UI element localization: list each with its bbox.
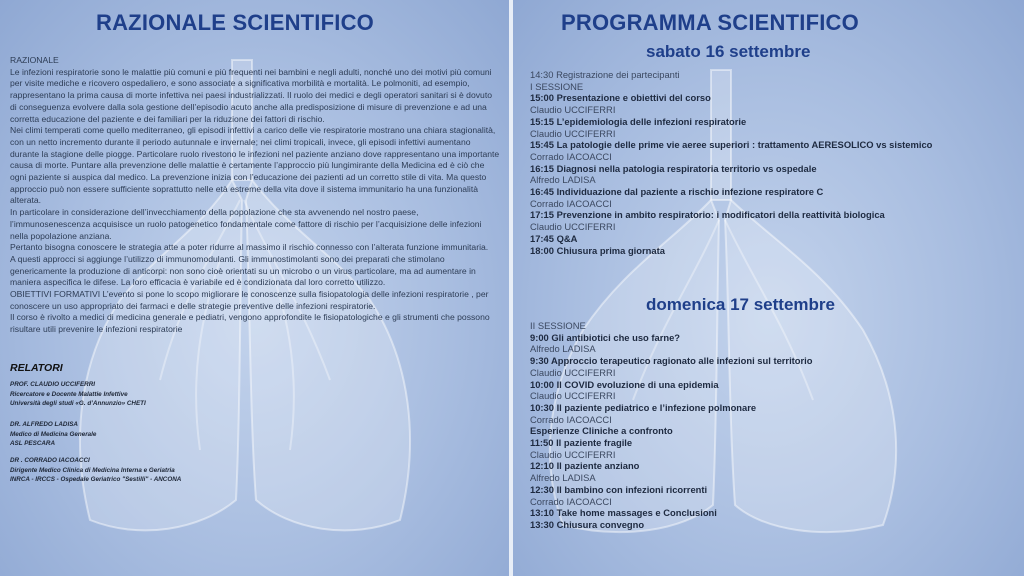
schedule-item: 13:30 Chiusura convegno bbox=[530, 518, 645, 530]
schedule-note: I SESSIONE bbox=[530, 80, 584, 92]
rationale-paragraph: Nei climi temperati come quello mediterraneo, gli episodi infettivi a carico delle vie respiratorie mostrano una chiara stagionalità, con un netto incremento durante il periodo autunnale e invernale; nei climi tropicali, invece, gli episodi infettivi aumentano durante la stagione delle piogge. Particolare ruolo rivestono le infezioni nel paziente anziano dove rappresentano una importante causa di morte. Puntare alla prevenzione delle malattie è certamente l’approccio più lungimirante della Medicina ed è ciò che ogni paziente si auspica dal medico. La prevenzione inizia con l’educazione dei pazienti ad un corretto stile di vita. Ma questo approccio può non essere sufficiente soprattutto nelle età estreme della vita dove il sistema immunitario ha una funzionalità alterata. bbox=[10, 125, 500, 206]
schedule-item: 10:00 Il COVID evoluzione di una epidemia bbox=[530, 378, 719, 390]
schedule-item: 16:45 Individuazione dal paziente a rischio infezione respiratore C bbox=[530, 186, 824, 198]
schedule-note: Claudio UCCIFERRI bbox=[530, 390, 616, 402]
right-title: PROGRAMMA SCIENTIFICO bbox=[561, 10, 859, 35]
schedule-item: 15:00 Presentazione e obiettivi del corso bbox=[530, 92, 711, 104]
rationale-paragraph: Le infezioni respiratorie sono le malattie più comuni e più frequenti nei bambini e negli adulti, nonché uno dei motivi più comuni per visite mediche e ricovero ospedaliero, e sono associate a significativa morbilità e mortalità. Le polmoniti, ad esempio, rappresentano la prima causa di morte infettiva nei paesi industrializzati. Il ruolo dei medici e degli operatori sanitari si è dovuto di conseguenza evolvere dalla sola gestione dell’episodio acuto anche alla predisposizione di misure di prevenzione e ad una corretta educazione del paziente e dei familiari per la riduzione dei fattori di rischio. bbox=[10, 66, 492, 124]
rationale-paragraph: OBIETTIVI FORMATIVI L’evento si pone lo scopo migliorare le conoscenze sulla fisiopatologia delle infezioni respiratorie , per conoscere un uso appropriato dei farmaci e delle strategie preventive delle infezioni respiratorie. bbox=[10, 289, 489, 311]
rationale-paragraph: Pertanto bisogna conoscere le strategia atte a poter ridurre al massimo il rischio connesso con l’alterata funzione immunitaria. bbox=[10, 242, 489, 253]
speaker-role: Ricercatore e Docente Malattie Infettive bbox=[10, 390, 128, 398]
schedule-item: 15:45 La patologie delle prime vie aeree superiori : trattamento AERESOLICO vs sistemico bbox=[530, 139, 933, 151]
schedule-note: Claudio UCCIFERRI bbox=[530, 221, 616, 233]
rationale-paragraph: Il corso è rivolto a medici di medicina generale e pediatri, vengono approfondite le fisiopatologiche e gli strumenti che possono risultare utili prevenire le infezioni respiratorie bbox=[10, 312, 490, 335]
speaker-name: PROF. CLAUDIO UCCIFERRI bbox=[10, 381, 96, 388]
schedule-note: Corrado IACOACCI bbox=[530, 413, 612, 425]
schedule-item: 17:15 Prevenzione in ambito respiratorio: i modificatori della reattività biologica bbox=[530, 209, 885, 221]
speaker-name: DR . CORRADO IACOACCI bbox=[10, 457, 90, 464]
schedule-note: Corrado IACOACCI bbox=[530, 150, 612, 162]
schedule-item: 9:00 Gli antibiotici che uso farne? bbox=[530, 331, 681, 343]
schedule-note: Claudio UCCIFERRI bbox=[530, 366, 616, 378]
schedule-item: 16:15 Diagnosi nella patologia respiratoria territorio vs ospedale bbox=[530, 162, 817, 174]
day1-date: sabato 16 settembre bbox=[646, 42, 811, 61]
schedule-item: Esperienze Cliniche a confronto bbox=[530, 425, 673, 437]
schedule-item: 18:00 Chiusura prima giornata bbox=[530, 244, 665, 256]
schedule-item: 15:15 L’epidemiologia delle infezioni respiratorie bbox=[530, 115, 747, 127]
schedule-item: 9:30 Approccio terapeutico ragionato alle infezioni sul territorio bbox=[530, 355, 813, 367]
schedule-item: 11:50 Il paziente fragile bbox=[530, 437, 633, 449]
speaker-iacoacci bbox=[10, 456, 181, 485]
speaker-role: Dirigente Medico Clinica di Medicina Interna e Geriatria bbox=[10, 466, 175, 474]
rationale-text bbox=[10, 55, 500, 336]
schedule-note: Alfredo LADISA bbox=[530, 174, 596, 186]
speaker-ucciferri bbox=[10, 380, 146, 409]
schedule-note: Claudio UCCIFERRI bbox=[530, 448, 616, 460]
left-panel bbox=[0, 0, 509, 576]
speaker-role: Medico di Medicina Generale bbox=[10, 430, 97, 438]
rationale-paragraph: A questi approcci si aggiunge l’utilizzo di immunomodulanti. Gli immunostimolanti sono dei preparati che stimolano genericamente la produzione di anticorpi: non sono cioè orientati su un microbo o un virus particolare, ma ad aumentare in maniera aspecifica le difese. La loro efficacia è variabile ed è condizionata dal loro corretto utilizzo. bbox=[10, 253, 476, 288]
rationale-paragraph: In particolare in considerazione dell’invecchiamento della popolazione che sta avvenendo nel nostro paese, l’immunosenescenza acquisisce un ruolo patogenetico fondamentale come fattore di rischio per l’acquisizione delle infezioni nella popolazione anziana. bbox=[10, 207, 482, 241]
schedule-item: 12:30 Il bambino con infezioni ricorrenti bbox=[530, 483, 708, 495]
speaker-affiliation: ASL PESCARA bbox=[10, 440, 56, 447]
schedule-note: II SESSIONE bbox=[530, 320, 586, 331]
schedule-note: 14:30 Registrazione dei partecipanti bbox=[530, 69, 680, 80]
schedule-note: Alfredo LADISA bbox=[530, 472, 596, 484]
schedule-item: 10:30 Il paziente pediatrico e l’infezione polmonare bbox=[530, 401, 757, 413]
schedule-note: Alfredo LADISA bbox=[530, 343, 596, 355]
relatori-heading: RELATORI bbox=[10, 362, 63, 374]
schedule-item: 17:45 Q&A bbox=[530, 232, 578, 244]
speaker-affiliation: INRCA - IRCCS - Ospedale Geriatrico "Sestilli" - ANCONA bbox=[10, 476, 182, 483]
schedule-note: Claudio UCCIFERRI bbox=[530, 127, 616, 139]
schedule-item: 12:10 Il paziente anziano bbox=[530, 460, 640, 472]
rationale-heading: RAZIONALE bbox=[10, 55, 59, 65]
day1-schedule bbox=[530, 69, 932, 256]
left-title: RAZIONALE SCIENTIFICO bbox=[96, 10, 374, 35]
day2-schedule bbox=[530, 320, 813, 531]
speaker-affiliation: Università degli studi «G. d’Annunzio» CHETI bbox=[10, 400, 146, 407]
speaker-ladisa bbox=[10, 420, 96, 449]
schedule-note: Corrado IACOACCI bbox=[530, 495, 612, 507]
speaker-name: DR. ALFREDO LADISA bbox=[10, 421, 78, 428]
schedule-item: 13:10 Take home massages e Conclusioni bbox=[530, 507, 717, 519]
schedule-note: Claudio UCCIFERRI bbox=[530, 104, 616, 116]
day2-date: domenica 17 settembre bbox=[646, 295, 835, 314]
schedule-note: Corrado IACOACCI bbox=[530, 197, 612, 209]
